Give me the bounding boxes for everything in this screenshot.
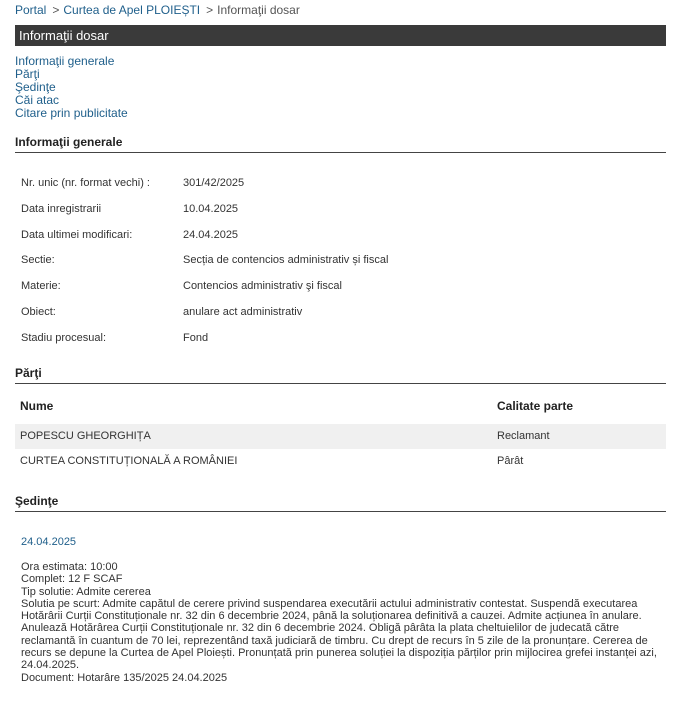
party-name: POPESCU GHEORGHIȚA: [20, 430, 151, 442]
table-row: [15, 424, 666, 449]
page-title-bar: [15, 25, 666, 46]
parties-table: [15, 399, 666, 474]
party-name: CURTEA CONSTITUȚIONALĂ A ROMÂNIEI: [20, 455, 238, 467]
section-heading-general-info: Informaţii generale: [15, 135, 666, 153]
info-row: [21, 253, 388, 279]
session-solution-type: Tip solutie: Admite cererea: [21, 585, 151, 598]
general-info-table: [21, 176, 388, 357]
session-details: [21, 561, 666, 684]
info-row: [21, 331, 388, 357]
session-estimated-time: Ora estimata: 10:00: [21, 561, 118, 573]
page-title: Informaţii dosar: [19, 28, 109, 43]
toc-link-appeals[interactable]: Căi atac: [15, 93, 60, 107]
info-label: Data ultimei modificari:: [21, 228, 133, 241]
info-value: Secția de contencios administrativ și fiscal: [183, 254, 389, 267]
info-label: Sectie:: [21, 254, 55, 267]
table-row: [15, 449, 666, 474]
info-row: [21, 228, 388, 254]
info-value: Contencios administrativ şi fiscal: [183, 280, 342, 293]
party-role: Reclamant: [497, 430, 550, 442]
party-role: Pârât: [497, 455, 524, 467]
info-label: Data inregistrarii: [21, 202, 102, 215]
breadcrumb-separator: >: [206, 3, 214, 17]
toc-link-general-info[interactable]: Informaţii generale: [15, 54, 115, 68]
section-heading-sessions: Şedinţe: [15, 494, 666, 512]
breadcrumb-portal-link[interactable]: Portal: [15, 3, 47, 17]
toc-link-parties[interactable]: Părţi: [15, 67, 40, 81]
column-header-role: Calitate parte: [497, 399, 574, 413]
info-value: 301/42/2025: [183, 177, 245, 189]
info-row: [21, 305, 388, 331]
info-label: Materie:: [21, 280, 61, 293]
breadcrumb: [15, 3, 300, 17]
session-solution-summary: Solutia pe scurt: Admite capătul de cerere privind suspendarea executării actului administrativ contestat. Suspendă executarea Hotărârii Curții Constituționale nr. 32 din 6 decembrie 2024, până la soluționarea definitivă a cauzei. Admite acțiunea în anulare. Anulează Hotărârea Curții Constituționale nr. 32 din 6 decembrie 2024. Obligă pârâta la plata cheltuielilor de judecată către reclamantă în cuantum de 70 lei, reprezentând taxă judiciară de timbru. Cu drept de recurs în 5 zile de la pronunțare. Cererea de recurs se depune la Curtea de Apel Ploiești. Pronunțată prin punerea soluției la dispoziția părților prin mijlocirea grefei instanței azi, 24.04.2025.: [21, 597, 657, 672]
info-label: Nr. unic (nr. format vechi) :: [21, 177, 150, 189]
parties-table-header: [15, 399, 666, 424]
info-value: anulare act administrativ: [183, 305, 303, 318]
section-heading-parties: Părţi: [15, 366, 666, 384]
toc-link-public-summons[interactable]: Citare prin publicitate: [15, 106, 128, 120]
session-panel: Complet: 12 F SCAF: [21, 573, 123, 586]
session-date: 24.04.2025: [21, 536, 77, 548]
info-row: [21, 279, 388, 305]
info-row: [21, 202, 388, 228]
breadcrumb-separator: >: [52, 3, 60, 17]
toc-link-sessions[interactable]: Şedinţe: [15, 80, 56, 94]
info-value: 10.04.2025: [183, 202, 239, 215]
breadcrumb-court-link[interactable]: Curtea de Apel PLOIEȘTI: [63, 3, 201, 17]
table-of-contents: [15, 55, 128, 120]
info-row: [21, 176, 388, 202]
info-value: Fond: [183, 331, 209, 344]
column-header-name: Nume: [20, 399, 54, 413]
session-document: Document: Hotarâre 135/2025 24.04.2025: [21, 671, 228, 684]
breadcrumb-current: Informaţii dosar: [217, 3, 300, 17]
info-label: Stadiu procesual:: [21, 331, 106, 344]
info-value: 24.04.2025: [183, 228, 239, 241]
info-label: Obiect:: [21, 305, 56, 318]
